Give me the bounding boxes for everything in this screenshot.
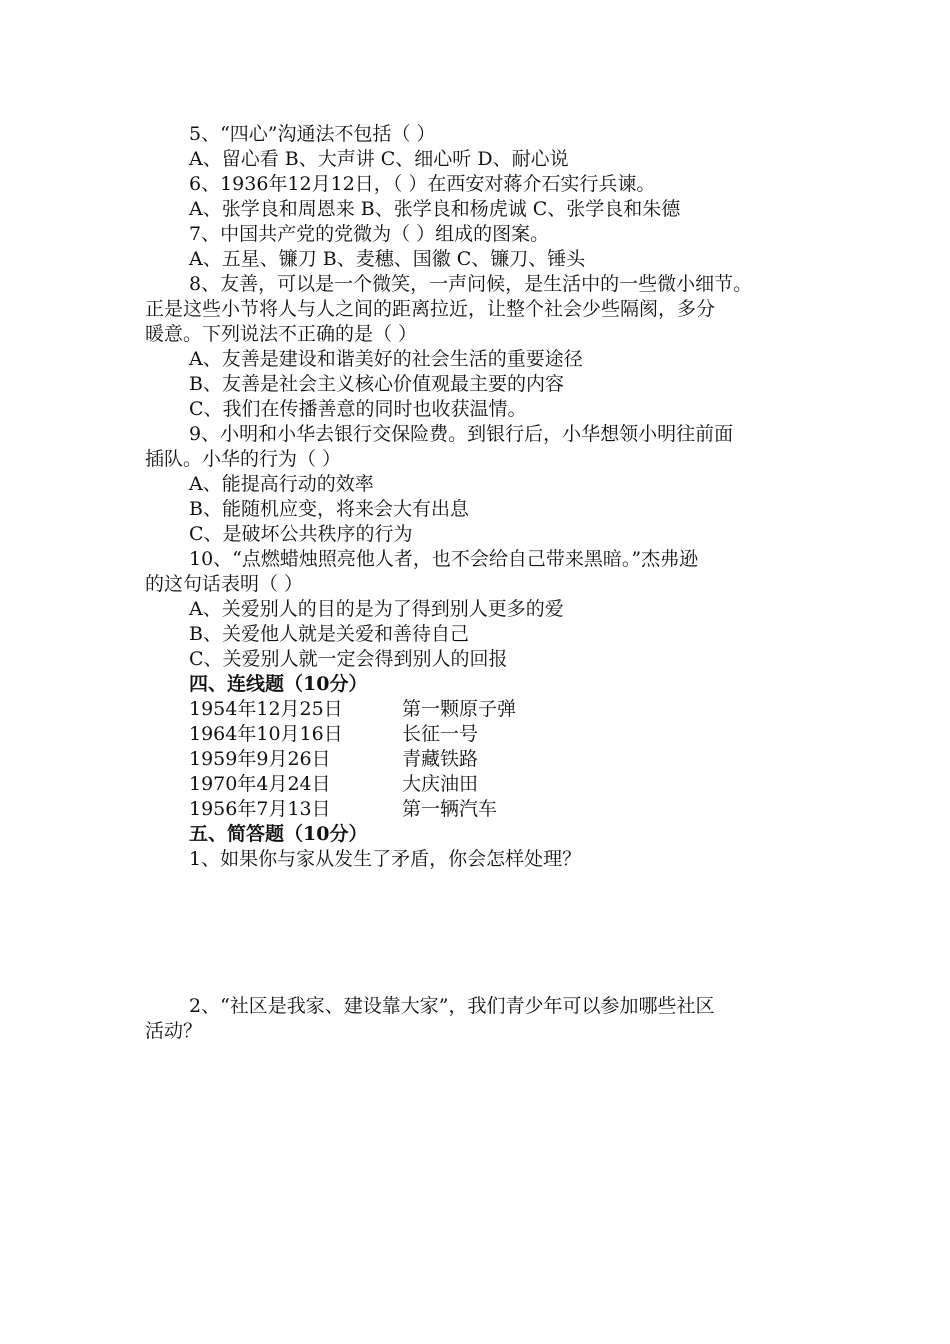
- matching-item: 第一辆汽车: [402, 798, 498, 820]
- question-5-options: A、留心看 B、大声讲 C、细心听 D、耐心说: [189, 148, 569, 170]
- question-10-line-2: 的这句话表明（ ）: [145, 573, 304, 595]
- question-8-line-3: 暖意。下列说法不正确的是（ ）: [145, 323, 418, 345]
- question-9-option-a: A、能提高行动的效率: [189, 473, 374, 495]
- question-10-option-b: B、关爱他人就是关爱和善待自己: [189, 623, 469, 645]
- question-10-option-c: C、关爱别人就一定会得到别人的回报: [189, 648, 508, 670]
- matching-row: [145, 722, 807, 747]
- question-9-option-b: B、能随机应变，将来会大有出息: [189, 498, 469, 520]
- question-8-option-c: C、我们在传播善意的同时也收获温情。: [189, 398, 527, 420]
- document-content: [145, 122, 807, 1044]
- matching-row: [145, 697, 807, 722]
- matching-row: [145, 747, 807, 772]
- section-5-heading: 五、简答题（10分）: [189, 823, 368, 845]
- matching-item: 长征一号: [402, 723, 479, 745]
- question-8-line-1: 8、友善，可以是一个微笑，一声问候，是生活中的一些微小细节。: [189, 273, 753, 295]
- short-answer-2-line-2: 活动？: [145, 1020, 203, 1042]
- question-8-option-a: A、友善是建设和谐美好的社会生活的重要途径: [189, 348, 583, 370]
- question-9-line-2: 插队。小华的行为（ ）: [145, 448, 342, 470]
- question-7-stem: 7、中国共产党的党微为（ ）组成的图案。: [189, 223, 550, 245]
- matching-date: 1970年4月24日: [189, 773, 331, 795]
- matching-item: 第一颗原子弹: [402, 698, 517, 720]
- question-9-line-1: 9、小明和小华去银行交保险费。到银行后，小华想领小明往前面: [189, 423, 734, 445]
- matching-row: [145, 797, 807, 822]
- matching-item: 青藏铁路: [402, 748, 479, 770]
- answer-space: [145, 872, 807, 994]
- matching-date: 1959年9月26日: [189, 748, 331, 770]
- matching-date: 1964年10月16日: [189, 723, 343, 745]
- short-answer-1: 1、如果你与家从发生了矛盾，你会怎样处理？: [189, 848, 582, 870]
- short-answer-2-line-1: 2、“社区是我家、建设靠大家”，我们青少年可以参加哪些社区: [189, 995, 715, 1017]
- question-6-options: A、张学良和周恩来 B、张学良和杨虎诚 C、张学良和朱德: [189, 198, 681, 220]
- question-8-option-b: B、友善是社会主义核心价值观最主要的内容: [189, 373, 564, 395]
- matching-date: 1954年12月25日: [189, 698, 343, 720]
- section-4-heading: 四、连线题（10分）: [189, 673, 368, 695]
- question-5-stem: 5、“四心”沟通法不包括（ ）: [189, 123, 436, 145]
- question-7-options: A、五星、镰刀 B、麦穗、国徽 C、镰刀、锤头: [189, 248, 586, 270]
- question-6-stem: 6、1936年12月12日，（ ）在西安对蒋介石实行兵谏。: [189, 173, 656, 195]
- question-9-option-c: C、是破坏公共秩序的行为: [189, 523, 413, 545]
- matching-date: 1956年7月13日: [189, 798, 331, 820]
- matching-row: [145, 772, 807, 797]
- question-10-line-1: 10、“点燃蜡烛照亮他人者，也不会给自己带来黑暗。”杰弗逊: [189, 548, 699, 570]
- question-8-line-2: 正是这些小节将人与人之间的距离拉近，让整个社会少些隔阂，多分: [145, 298, 716, 320]
- matching-item: 大庆油田: [402, 773, 479, 795]
- question-10-option-a: A、关爱别人的目的是为了得到别人更多的爱: [189, 598, 564, 620]
